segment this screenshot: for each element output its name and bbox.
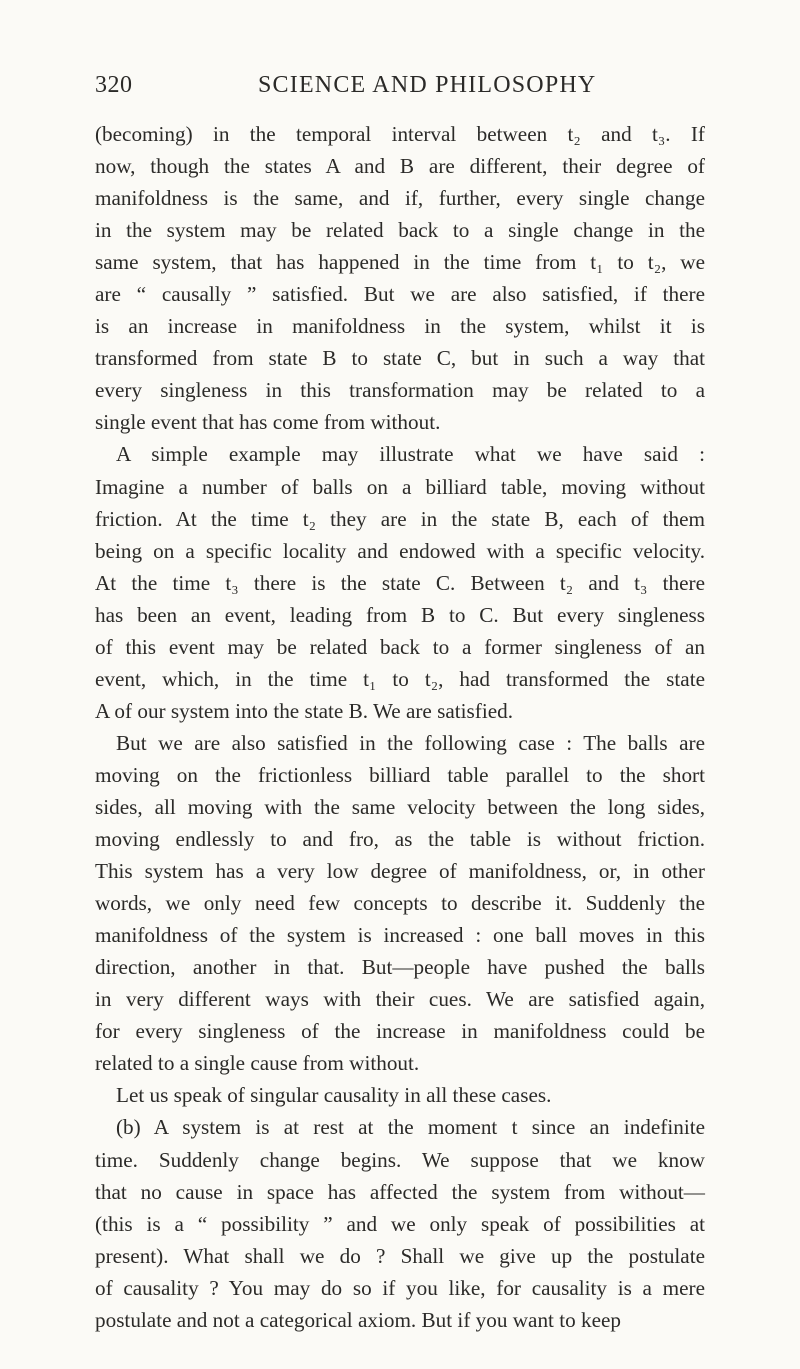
running-title: SCIENCE AND PHILOSOPHY (258, 72, 597, 98)
text-line: in very different ways with their cues. We are satisfied again, (95, 987, 705, 1012)
text-line: single event that has come from without. (95, 410, 441, 435)
text-line: time. Suddenly change begins. We suppose that we know (95, 1147, 705, 1172)
text-line: A of our system into the state B. We are satisfied. (95, 698, 514, 723)
text-line: manifoldness of the system is increased : one ball moves in this (95, 923, 705, 948)
text-line: in the system may be related back to a single change in the (95, 218, 705, 243)
text-line: transformed from state B to state C, but in such a way that (95, 346, 705, 371)
text-line: sides, all moving with the same velocity between the long sides, (95, 794, 705, 819)
text-line: of causality ? You may do so if you like, for causality is a mere (95, 1275, 705, 1300)
text-line: A simple example may illustrate what we have said : (116, 442, 705, 467)
text-line: But we are also satisfied in the following case : The balls are (116, 730, 705, 755)
text-line: direction, another in that. But—people have pushed the balls (95, 955, 705, 980)
text-line: Let us speak of singular causality in all these cases. (116, 1083, 552, 1108)
text-line: that no cause in space has affected the system from without— (95, 1179, 705, 1204)
text-line: present). What shall we do ? Shall we give up the postulate (95, 1243, 705, 1268)
page-number: 320 (95, 72, 133, 98)
text-line: now, though the states A and B are different, their degree of (95, 154, 705, 179)
text-line: Imagine a number of balls on a billiard table, moving without (95, 474, 705, 499)
text-line: of this event may be related back to a former singleness of an (95, 634, 705, 659)
text-line: postulate and not a categorical axiom. But if you want to keep (95, 1307, 622, 1332)
text-line: friction. At the time t₂ they are in the state B, each of them (95, 506, 705, 531)
text-line: is an increase in manifoldness in the system, whilst it is (95, 314, 705, 339)
body-text (95, 118, 705, 1336)
text-line: related to a single cause from without. (95, 1051, 420, 1076)
text-line: (this is a “ possibility ” and we only speak of possibilities at (95, 1211, 705, 1236)
text-line: moving on the frictionless billiard table parallel to the short (95, 762, 705, 787)
text-line: being on a specific locality and endowed with a specific velocity. (95, 538, 705, 563)
text-line: are “ causally ” satisfied. But we are also satisfied, if there (95, 282, 705, 307)
text-line: has been an event, leading from B to C. But every singleness (95, 602, 705, 627)
page-header (95, 72, 715, 112)
text-line: manifoldness is the same, and if, further, every single change (95, 186, 705, 211)
text-line: This system has a very low degree of manifoldness, or, in other (95, 859, 705, 884)
text-line: same system, that has happened in the time from t₁ to t₂, we (95, 250, 705, 275)
text-line: for every singleness of the increase in manifoldness could be (95, 1019, 705, 1044)
text-line: event, which, in the time t₁ to t₂, had transformed the state (95, 666, 705, 691)
text-line: (becoming) in the temporal interval between t₂ and t₃. If (95, 122, 705, 146)
text-line: every singleness in this transformation may be related to a (95, 378, 705, 403)
text-line: At the time t₃ there is the state C. Between t₂ and t₃ there (95, 570, 705, 595)
text-line: (b) A system is at rest at the moment t since an indefinite (116, 1115, 705, 1140)
text-line: moving endlessly to and fro, as the table is without friction. (95, 827, 705, 852)
text-line: words, we only need few concepts to describe it. Suddenly the (95, 891, 705, 916)
